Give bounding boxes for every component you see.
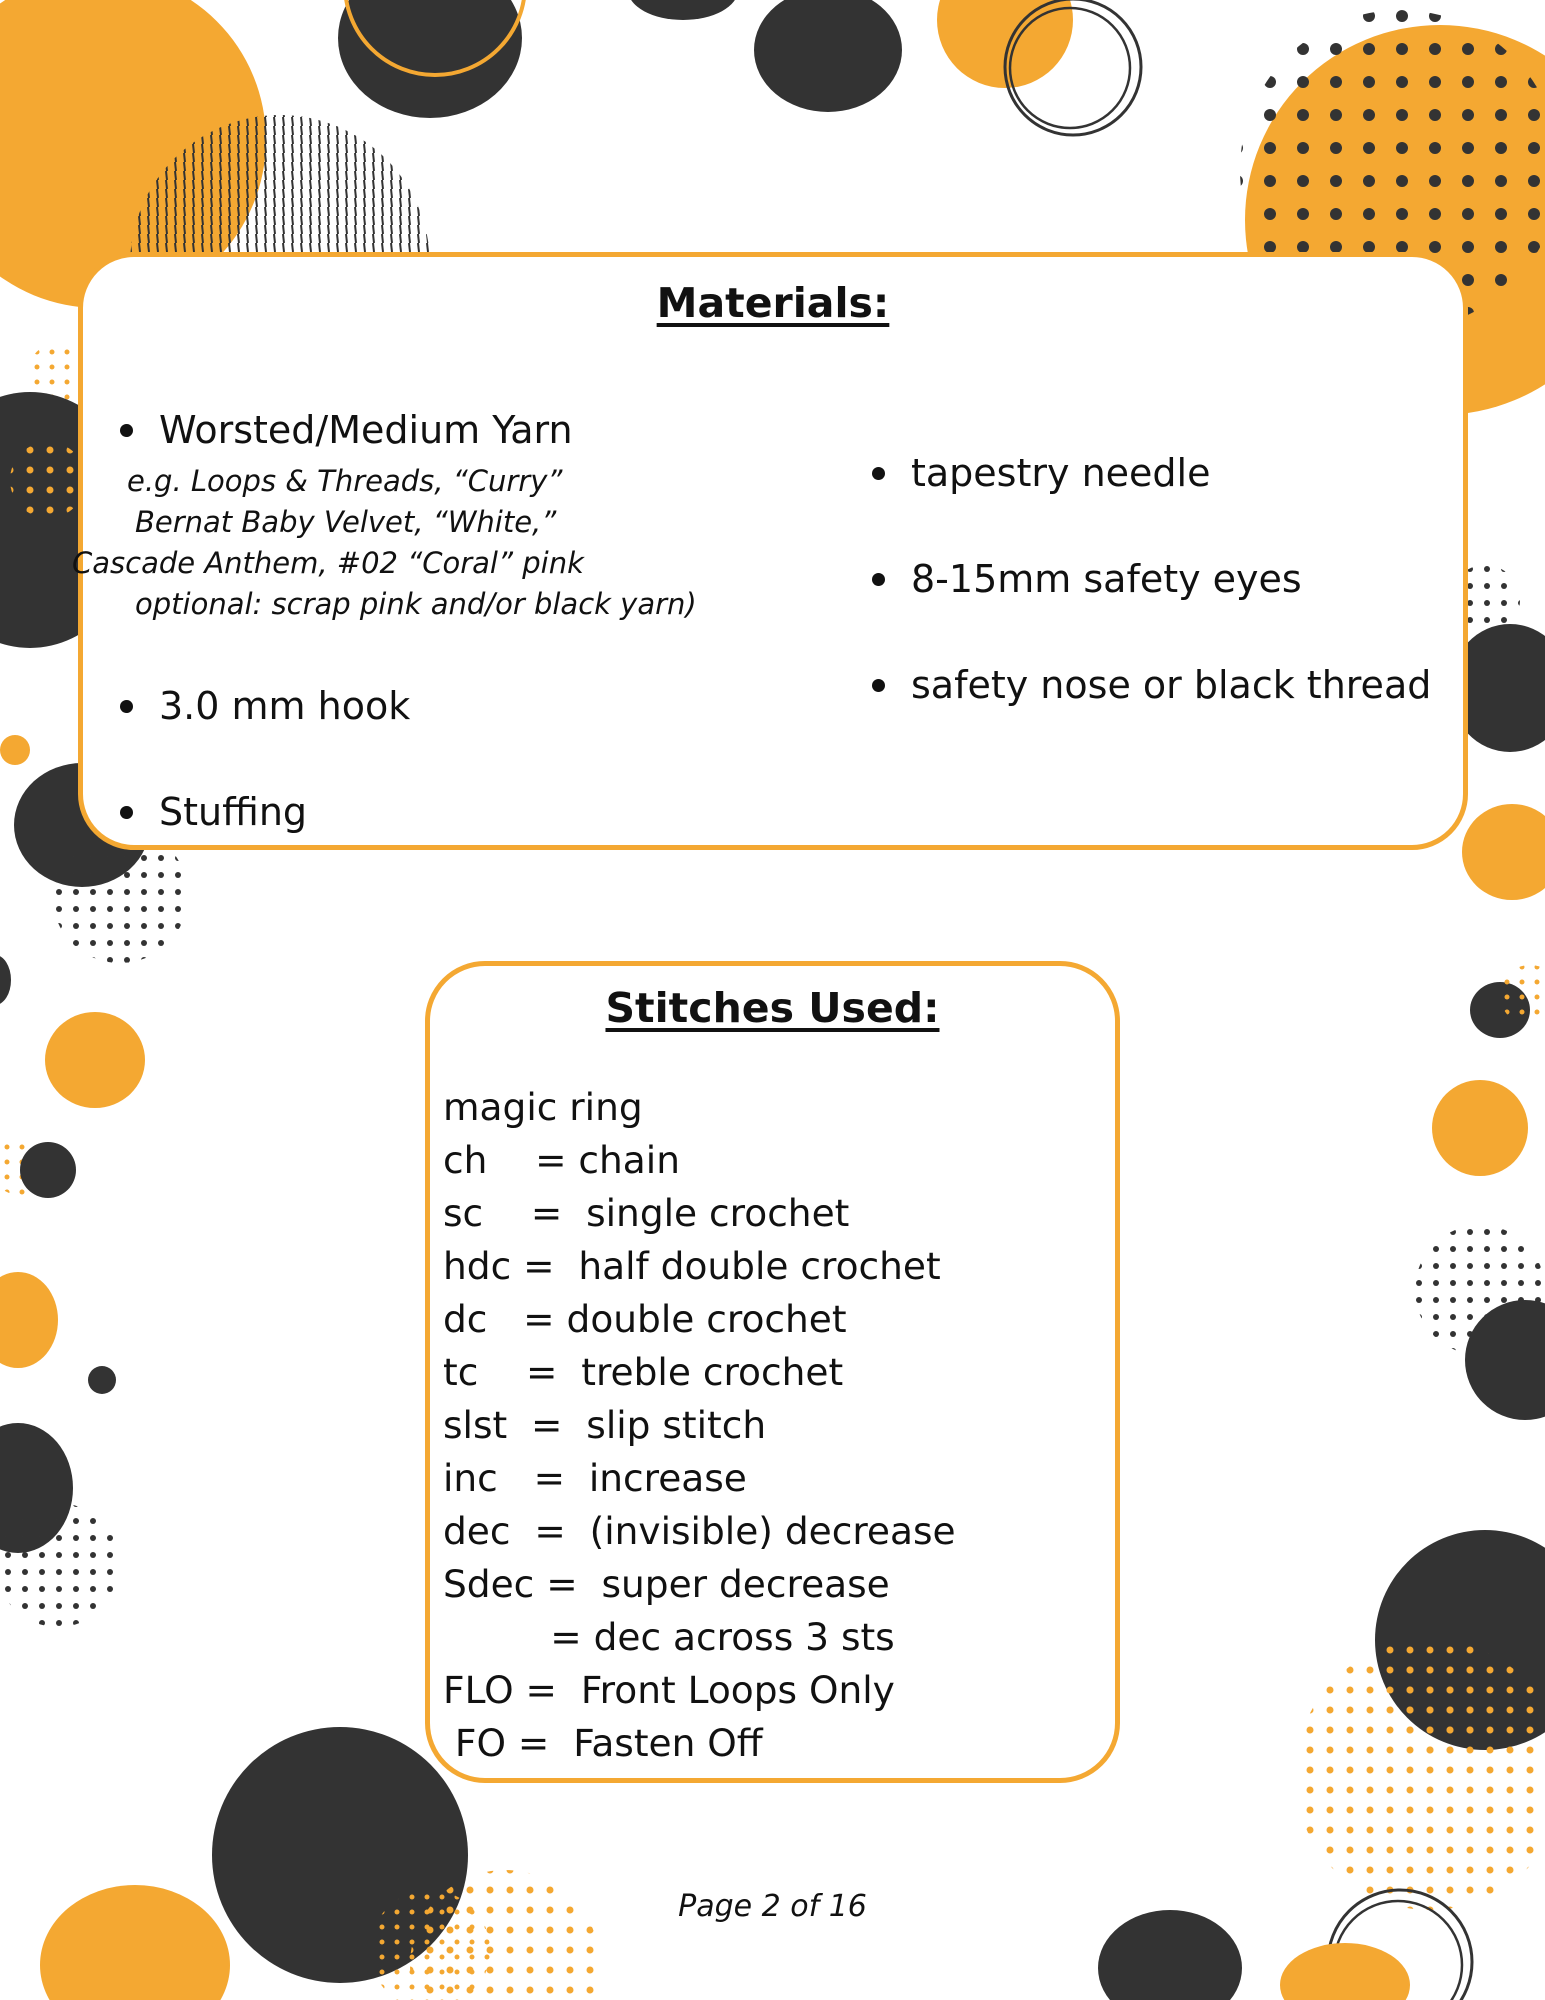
stitch-line: dec = (invisible) decrease [443,1509,956,1553]
stitch-line: hdc = half double crochet [443,1244,941,1288]
materials-card [72,252,1468,850]
yarn-note: optional: scrap pink and/or black yarn) [135,587,697,621]
yarn-note: e.g. Loops & Threads, “Curry” [127,464,563,498]
yarn-notes [72,461,697,625]
stitch-line: Sdec = super decrease [443,1562,890,1606]
list-item-eyes [869,556,1431,602]
page-number: Page 2 of 16 [678,1889,867,1924]
stitch-line: dc = double crochet [443,1297,847,1341]
yarn-note: Cascade Anthem, #02 “Coral” pink [72,546,584,580]
eyes-label: 8-15mm safety eyes [911,557,1302,601]
bullet-icon [872,467,885,480]
stitch-line: FO = Fasten Off [443,1721,763,1765]
yarn-label: Worsted/Medium Yarn [159,408,573,452]
stuffing-label: Stuffing [159,790,308,834]
stitch-line: = dec across 3 sts [443,1615,895,1659]
stitch-line: sc = single crochet [443,1191,850,1235]
hook-label: 3.0 mm hook [159,684,411,728]
stitch-line: ch = chain [443,1138,680,1182]
materials-list-left [72,407,697,835]
stitch-line: slst = slip stitch [443,1403,767,1447]
bullet-icon [872,679,885,692]
stitches-heading: Stitches Used: [605,984,940,1032]
list-item-nose [869,662,1431,708]
list-item-yarn [72,407,697,625]
bullet-icon [120,424,133,437]
stitch-line: inc = increase [443,1456,747,1500]
list-item-hook [117,683,697,729]
bullet-icon [872,573,885,586]
yarn-note: Bernat Baby Velvet, “White,” [135,505,557,539]
stitch-line: magic ring [443,1085,643,1129]
bullet-icon [120,700,133,713]
list-item-stuffing [117,789,697,835]
materials-list-right [869,450,1431,708]
stitch-line: FLO = Front Loops Only [443,1668,895,1712]
nose-label: safety nose or black thread [911,663,1432,707]
stitch-line: tc = treble crochet [443,1350,844,1394]
bullet-icon [120,806,133,819]
needle-label: tapestry needle [911,451,1211,495]
materials-heading: Materials: [656,279,890,327]
stitches-card [425,961,1120,1783]
list-item-needle [869,450,1431,496]
stitch-abbreviation-list [443,1081,956,1770]
